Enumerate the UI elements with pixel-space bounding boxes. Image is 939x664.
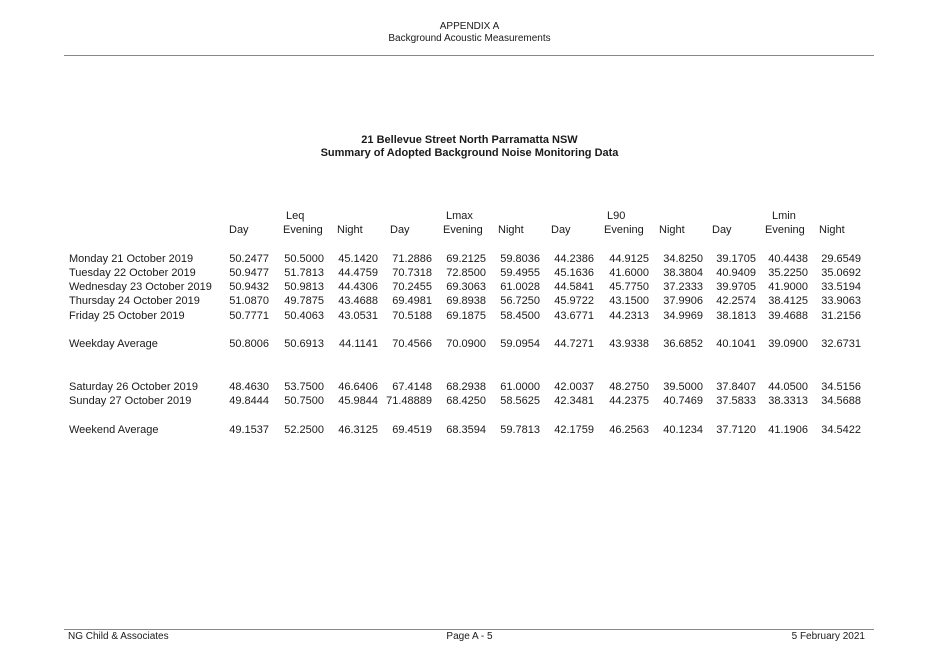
table-cell: 43.9338 bbox=[609, 338, 649, 350]
table-cell: 49.7875 bbox=[284, 295, 324, 307]
table-cell: 50.2477 bbox=[229, 253, 269, 265]
table-cell: 33.9063 bbox=[821, 295, 861, 307]
table-cell: 44.4759 bbox=[338, 267, 378, 279]
row-label: Weekday Average bbox=[69, 338, 158, 350]
row-label: Thursday 24 October 2019 bbox=[69, 295, 200, 307]
table-cell: 44.4306 bbox=[338, 281, 378, 293]
table-cell: 39.5000 bbox=[663, 381, 703, 393]
table-cell: 42.1759 bbox=[554, 424, 594, 436]
row-label: Monday 21 October 2019 bbox=[69, 253, 194, 265]
table-cell: 41.9000 bbox=[768, 281, 808, 293]
table-cell: 70.2455 bbox=[392, 281, 432, 293]
table-cell: 40.9409 bbox=[716, 267, 756, 279]
table-cell: 58.5625 bbox=[500, 395, 540, 407]
table-cell: 43.0531 bbox=[338, 310, 378, 322]
table-cell: 38.3313 bbox=[768, 395, 808, 407]
column-header: Night bbox=[819, 224, 845, 236]
table-cell: 58.4500 bbox=[500, 310, 540, 322]
table-cell: 50.9813 bbox=[284, 281, 324, 293]
table-cell: 48.2750 bbox=[609, 381, 649, 393]
table-cell: 42.0037 bbox=[554, 381, 594, 393]
table-cell: 43.6771 bbox=[554, 310, 594, 322]
table-cell: 43.1500 bbox=[609, 295, 649, 307]
table-cell: 51.0870 bbox=[229, 295, 269, 307]
table-cell: 40.7469 bbox=[663, 395, 703, 407]
table-cell: 50.9432 bbox=[229, 281, 269, 293]
table-cell: 35.0692 bbox=[821, 267, 861, 279]
table-cell: 68.2938 bbox=[446, 381, 486, 393]
table-cell: 56.7250 bbox=[500, 295, 540, 307]
table-cell: 37.7120 bbox=[716, 424, 756, 436]
table-cell: 35.2250 bbox=[768, 267, 808, 279]
table-cell: 38.3804 bbox=[663, 267, 703, 279]
table-cell: 50.6913 bbox=[284, 338, 324, 350]
table-cell: 69.4981 bbox=[392, 295, 432, 307]
table-cell: 37.5833 bbox=[716, 395, 756, 407]
table-cell: 45.9722 bbox=[554, 295, 594, 307]
table-cell: 59.0954 bbox=[500, 338, 540, 350]
table-cell: 42.3481 bbox=[554, 395, 594, 407]
column-header: Day bbox=[551, 224, 571, 236]
table-cell: 71.48889 bbox=[386, 395, 432, 407]
page-title: 21 Bellevue Street North Parramatta NSW bbox=[361, 134, 578, 146]
header-divider bbox=[64, 55, 874, 56]
table-cell: 50.5000 bbox=[284, 253, 324, 265]
table-cell: 43.4688 bbox=[338, 295, 378, 307]
column-header: Night bbox=[498, 224, 524, 236]
table-cell: 44.2386 bbox=[554, 253, 594, 265]
table-cell: 44.0500 bbox=[768, 381, 808, 393]
table-cell: 45.1636 bbox=[554, 267, 594, 279]
table-cell: 40.1234 bbox=[663, 424, 703, 436]
column-header: Evening bbox=[283, 224, 323, 236]
table-cell: 37.9906 bbox=[663, 295, 703, 307]
table-cell: 59.4955 bbox=[500, 267, 540, 279]
table-cell: 69.2125 bbox=[446, 253, 486, 265]
row-label: Tuesday 22 October 2019 bbox=[69, 267, 196, 279]
table-cell: 34.8250 bbox=[663, 253, 703, 265]
table-cell: 51.7813 bbox=[284, 267, 324, 279]
table-cell: 37.2333 bbox=[663, 281, 703, 293]
table-cell: 68.4250 bbox=[446, 395, 486, 407]
table-cell: 50.7771 bbox=[229, 310, 269, 322]
column-header: Night bbox=[337, 224, 363, 236]
column-group-header: Lmax bbox=[446, 210, 473, 222]
table-cell: 49.1537 bbox=[229, 424, 269, 436]
table-cell: 48.4630 bbox=[229, 381, 269, 393]
footer-date: 5 February 2021 bbox=[791, 631, 865, 642]
column-group-header: Lmin bbox=[772, 210, 796, 222]
table-cell: 70.0900 bbox=[446, 338, 486, 350]
row-label: Sunday 27 October 2019 bbox=[69, 395, 192, 407]
table-cell: 34.9969 bbox=[663, 310, 703, 322]
table-cell: 50.7500 bbox=[284, 395, 324, 407]
column-header: Evening bbox=[443, 224, 483, 236]
table-cell: 61.0000 bbox=[500, 381, 540, 393]
table-cell: 61.0028 bbox=[500, 281, 540, 293]
table-cell: 69.1875 bbox=[446, 310, 486, 322]
table-cell: 44.2375 bbox=[609, 395, 649, 407]
table-cell: 29.6549 bbox=[821, 253, 861, 265]
table-cell: 70.4566 bbox=[392, 338, 432, 350]
table-cell: 59.7813 bbox=[500, 424, 540, 436]
table-cell: 69.8938 bbox=[446, 295, 486, 307]
table-cell: 39.0900 bbox=[768, 338, 808, 350]
table-cell: 45.9844 bbox=[338, 395, 378, 407]
table-cell: 32.6731 bbox=[821, 338, 861, 350]
table-cell: 33.5194 bbox=[821, 281, 861, 293]
table-cell: 44.7271 bbox=[554, 338, 594, 350]
column-group-header: L90 bbox=[607, 210, 626, 222]
table-cell: 44.2313 bbox=[609, 310, 649, 322]
table-cell: 44.5841 bbox=[554, 281, 594, 293]
footer-company: NG Child & Associates bbox=[68, 631, 169, 642]
table-cell: 34.5688 bbox=[821, 395, 861, 407]
column-header: Day bbox=[712, 224, 732, 236]
table-cell: 53.7500 bbox=[284, 381, 324, 393]
table-cell: 67.4148 bbox=[392, 381, 432, 393]
table-cell: 31.2156 bbox=[821, 310, 861, 322]
column-header: Evening bbox=[604, 224, 644, 236]
footer-divider bbox=[64, 629, 874, 630]
table-cell: 39.1705 bbox=[716, 253, 756, 265]
table-cell: 44.9125 bbox=[609, 253, 649, 265]
table-cell: 41.1906 bbox=[768, 424, 808, 436]
table-cell: 45.7750 bbox=[609, 281, 649, 293]
table-cell: 72.8500 bbox=[446, 267, 486, 279]
row-label: Saturday 26 October 2019 bbox=[69, 381, 199, 393]
table-cell: 59.8036 bbox=[500, 253, 540, 265]
appendix-subtitle: Background Acoustic Measurements bbox=[388, 33, 551, 44]
table-cell: 42.2574 bbox=[716, 295, 756, 307]
table-cell: 40.4438 bbox=[768, 253, 808, 265]
table-cell: 37.8407 bbox=[716, 381, 756, 393]
table-cell: 41.6000 bbox=[609, 267, 649, 279]
table-cell: 68.3594 bbox=[446, 424, 486, 436]
row-label: Friday 25 October 2019 bbox=[69, 310, 185, 322]
table-cell: 50.8006 bbox=[229, 338, 269, 350]
table-cell: 52.2500 bbox=[284, 424, 324, 436]
table-cell: 34.5156 bbox=[821, 381, 861, 393]
row-label: Wednesday 23 October 2019 bbox=[69, 281, 212, 293]
table-cell: 45.1420 bbox=[338, 253, 378, 265]
table-cell: 39.4688 bbox=[768, 310, 808, 322]
appendix-label: APPENDIX A bbox=[439, 21, 500, 32]
table-cell: 36.6852 bbox=[663, 338, 703, 350]
table-cell: 46.3125 bbox=[338, 424, 378, 436]
column-header: Evening bbox=[765, 224, 805, 236]
table-cell: 44.1141 bbox=[339, 338, 378, 350]
column-header: Day bbox=[390, 224, 410, 236]
table-cell: 50.4063 bbox=[284, 310, 324, 322]
table-cell: 50.9477 bbox=[229, 267, 269, 279]
column-group-header: Leq bbox=[286, 210, 305, 222]
table-cell: 69.4519 bbox=[392, 424, 432, 436]
table-cell: 40.1041 bbox=[716, 338, 756, 350]
table-cell: 70.7318 bbox=[392, 267, 432, 279]
footer-page-number: Page A - 5 bbox=[446, 631, 493, 642]
column-header: Night bbox=[659, 224, 685, 236]
page-subtitle: Summary of Adopted Background Noise Monitoring Data bbox=[320, 147, 619, 159]
table-cell: 38.4125 bbox=[768, 295, 808, 307]
table-cell: 39.9705 bbox=[716, 281, 756, 293]
table-cell: 34.5422 bbox=[821, 424, 861, 436]
table-cell: 46.2563 bbox=[609, 424, 649, 436]
table-cell: 70.5188 bbox=[392, 310, 432, 322]
table-cell: 71.2886 bbox=[392, 253, 432, 265]
table-cell: 49.8444 bbox=[229, 395, 269, 407]
table-cell: 69.3063 bbox=[446, 281, 486, 293]
column-header: Day bbox=[229, 224, 249, 236]
table-cell: 38.1813 bbox=[716, 310, 756, 322]
table-cell: 46.6406 bbox=[338, 381, 378, 393]
row-label: Weekend Average bbox=[69, 424, 159, 436]
